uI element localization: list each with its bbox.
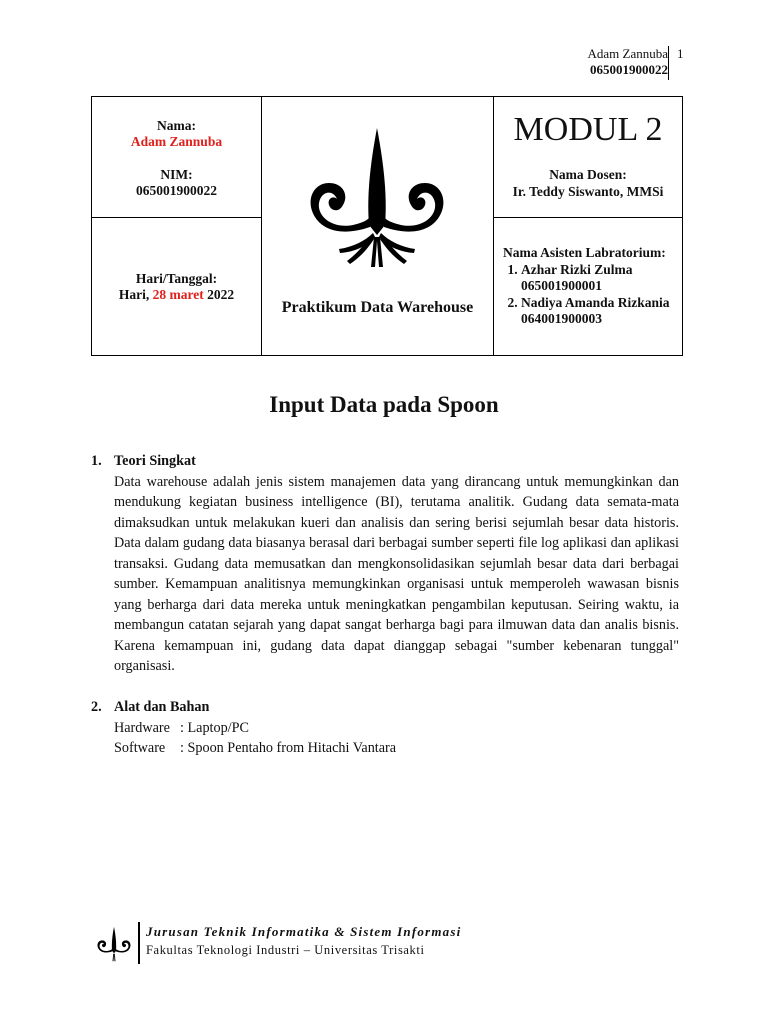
info-table (91, 96, 683, 356)
list-item (114, 738, 679, 759)
item-value: : Spoon Pentaho from Hitachi Vantara (180, 740, 397, 756)
asisten-name: 1. Azhar Rizki Zulma (521, 261, 633, 277)
page-footer (96, 922, 656, 964)
list-item (521, 295, 681, 328)
hari-value (93, 287, 260, 303)
section-body: Data warehouse adalah jenis sistem manajemen data yang dirancang untuk memungkinkan dan mendukung kegiatan business intelligence (BI), terutama analitik. Gudang data semata-mata dimaksudkan untuk melakukan kueri dan analisis dan sering berisi sejumlah besar data historis. Data dalam gudang data biasanya berasal dari berbagai sumber seperti file log aplikasi dan aplikasi transaksi. Gudang data memusatkan dan mengkonsolidasikan sejumlah besar data dari berbagai sumber. Kemampuan analitisnya memungkinkan organisasi untuk memperoleh wawasan bisnis yang berharga dari data mereka untuk meningkatkan pengambilan keputusan. Seiring waktu, ia membangun catatan sejarah yang dapat sangat berharga bagi para ilmuwan data dan analis bisnis. Karena kemampuan ini, gudang data dapat dianggap sebagai "sumber kebenaran tunggal" organisasi. (114, 473, 679, 674)
asisten-cell (494, 218, 683, 356)
tanggal-highlight: 28 maret (152, 287, 204, 302)
dosen-value: Ir. Teddy Siswanto, MMSi (512, 184, 664, 199)
section-heading (91, 451, 679, 472)
hari-prefix: Hari, (118, 287, 150, 302)
section-heading (91, 697, 679, 718)
modul-cell (494, 97, 683, 218)
hari-label: Hari/Tanggal: (135, 271, 218, 286)
nama-label: Nama: (157, 118, 196, 133)
section-alat (91, 697, 679, 759)
logo-cell (262, 97, 494, 356)
asisten-block (495, 219, 681, 328)
page-header (587, 46, 668, 78)
header-author: Adam Zannuba (587, 46, 668, 61)
section-title: Teori Singkat (114, 453, 196, 469)
footer-department: Jurusan Teknik Informatika & Sistem Informasi (146, 924, 462, 939)
item-key: Software (114, 740, 166, 756)
student-cell (92, 97, 262, 218)
modul-title: MODUL 2 (513, 111, 663, 148)
section-teori (91, 451, 679, 677)
section-title: Alat dan Bahan (114, 699, 210, 715)
page-number: 1 (677, 46, 684, 61)
nama-value: Adam Zannuba (130, 134, 223, 149)
asisten-name: 2. Nadiya Amanda Rizkania (521, 294, 670, 310)
item-key: Hardware (114, 719, 170, 736)
tahun: 2022 (207, 287, 235, 302)
asisten-id: 064001900003 (521, 311, 602, 326)
header-divider (668, 46, 669, 80)
footer-divider (138, 922, 140, 964)
document-title: Input Data pada Spoon (269, 392, 499, 417)
item-value: : Laptop/PC (180, 719, 249, 736)
nim-label: NIM: (160, 167, 193, 182)
date-cell (92, 218, 262, 356)
nim-value: 065001900022 (136, 183, 217, 198)
header-nim: 065001900022 (590, 62, 668, 77)
dosen-block (495, 166, 681, 200)
asisten-label: Nama Asisten Labratorium: (503, 245, 666, 260)
trisakti-logo-icon (307, 125, 447, 270)
praktikum-title: Praktikum Data Warehouse (281, 299, 474, 316)
list-item (114, 718, 679, 739)
asisten-id: 065001900001 (521, 278, 602, 293)
section-number: 1. (91, 453, 102, 469)
dosen-label: Nama Dosen: (549, 167, 627, 182)
trisakti-logo-small-icon (96, 926, 132, 962)
asisten-list (503, 262, 681, 328)
footer-faculty: Fakultas Teknologi Industri – Universitas Trisakti (146, 943, 425, 957)
list-item (521, 262, 681, 295)
alat-list (114, 718, 679, 759)
section-number: 2. (91, 699, 102, 715)
